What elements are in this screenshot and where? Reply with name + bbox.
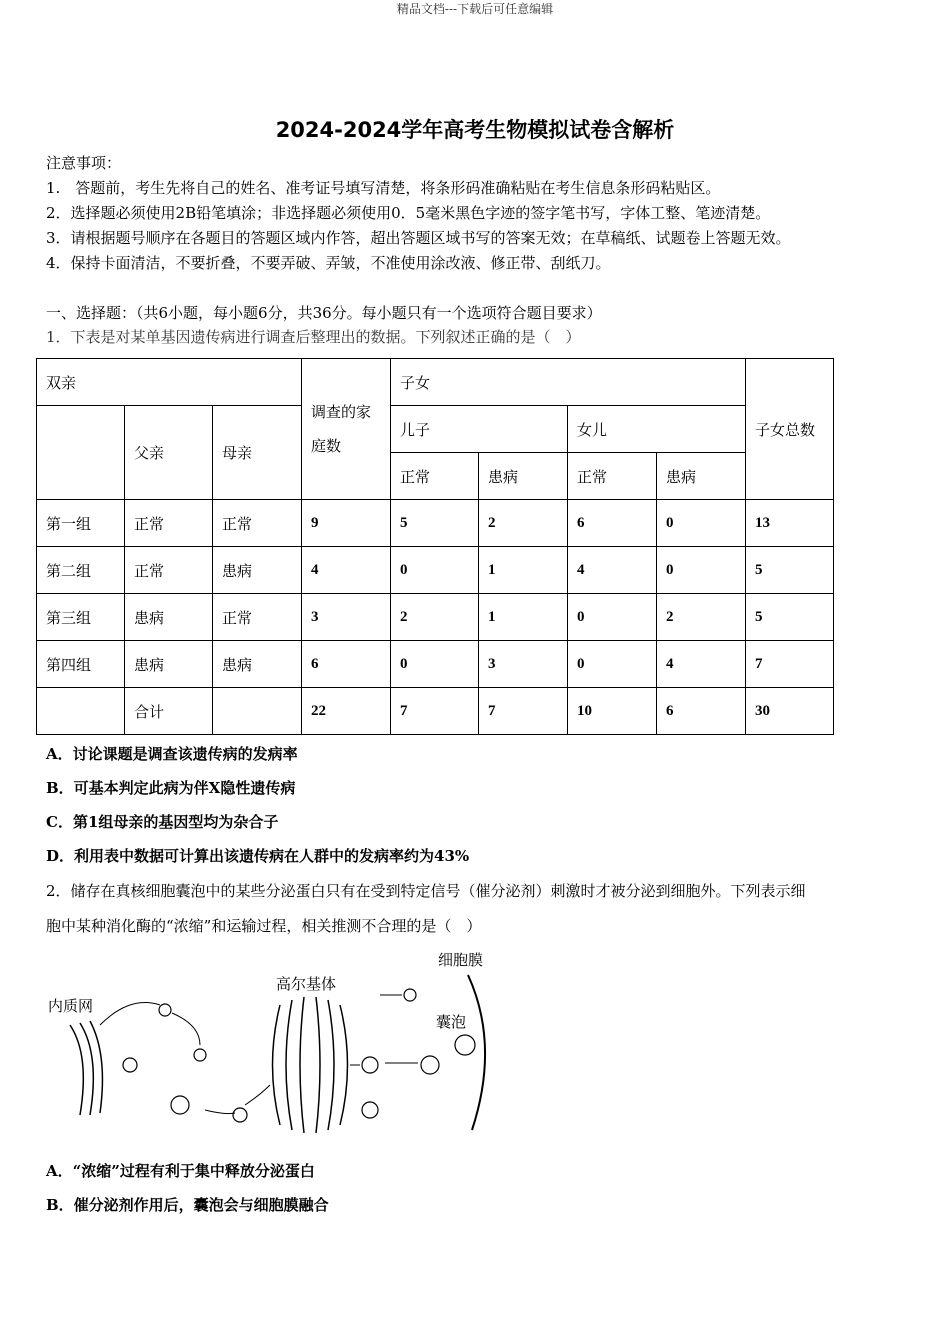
table-cell: 2	[657, 594, 746, 641]
table-cell: 9	[302, 500, 391, 547]
table-cell: 4	[657, 641, 746, 688]
header-mother: 母亲	[213, 406, 302, 500]
header-normal: 正常	[391, 453, 479, 500]
table-cell: 0	[657, 547, 746, 594]
q1-option-a: A．讨论课题是调查该遗传病的发病率	[46, 745, 298, 763]
q1-stem: 1．下表是对某单基因遗传病进行调查后整理出的数据。下列叙述正确的是（ ）	[46, 328, 581, 346]
table-cell: 第二组	[37, 547, 125, 594]
table-cell: 0	[657, 500, 746, 547]
notes-heading: 注意事项：	[46, 154, 122, 172]
table-cell: 5	[746, 547, 834, 594]
table-cell: 0	[568, 594, 657, 641]
table-cell: 2	[479, 500, 568, 547]
table-cell: 10	[568, 688, 657, 735]
label-golgi: 高尔基体	[276, 975, 337, 993]
table-cell: 4	[568, 547, 657, 594]
table-cell: 6	[302, 641, 391, 688]
q2-stem: 胞中某种消化酶的“浓缩”和运输过程，相关推测不合理的是（ ）	[46, 917, 482, 935]
table-cell: 正常	[213, 594, 302, 641]
note-item: 1. 答题前，考生先将自己的姓名、准考证号填写清楚，将条形码准确粘贴在考生信息条形码粘贴区。	[46, 179, 721, 197]
table-cell: 正常	[125, 547, 213, 594]
table-cell: 7	[479, 688, 568, 735]
table-cell: 第一组	[37, 500, 125, 547]
q2-option-b: B．催分泌剂作用后，囊泡会与细胞膜融合	[46, 1196, 329, 1214]
header-total: 子女总数	[746, 359, 834, 500]
header-empty	[37, 406, 125, 500]
header-children: 子女	[391, 359, 746, 406]
header-parents: 双亲	[37, 359, 302, 406]
table-cell: 22	[302, 688, 391, 735]
table-cell: 6	[657, 688, 746, 735]
table-cell: 4	[302, 547, 391, 594]
table-cell: 患病	[213, 547, 302, 594]
golgi-apparatus	[273, 997, 348, 1133]
table-cell: 患病	[125, 641, 213, 688]
section-heading: 一、选择题：（共6小题，每小题6分，共36分。每小题只有一个选项符合题目要求）	[46, 304, 602, 322]
label-vesicle: 囊泡	[436, 1013, 467, 1031]
table-cell: 3	[479, 641, 568, 688]
header-father: 父亲	[125, 406, 213, 500]
page-header: 精品文档---下载后可任意编辑	[396, 2, 554, 16]
endoplasmic-reticulum	[70, 1021, 102, 1115]
header-ill: 患病	[479, 453, 568, 500]
table-cell	[37, 688, 125, 735]
header-families: 调查的家庭数	[302, 359, 391, 500]
table-row	[37, 500, 834, 547]
label-er: 内质网	[48, 997, 94, 1015]
table-cell: 2	[391, 594, 479, 641]
table-cell: 第三组	[37, 594, 125, 641]
table-cell: 患病	[213, 641, 302, 688]
table-cell: 正常	[213, 500, 302, 547]
cell-membrane	[468, 975, 485, 1130]
table-cell: 1	[479, 547, 568, 594]
q1-option-b: B．可基本判定此病为伴X隐性遗传病	[46, 779, 296, 797]
header-daughters: 女儿	[568, 406, 746, 453]
table-cell: 0	[391, 547, 479, 594]
table-cell: 3	[302, 594, 391, 641]
table-row	[37, 641, 834, 688]
table-cell: 30	[746, 688, 834, 735]
table-cell	[213, 688, 302, 735]
table-cell: 1	[479, 594, 568, 641]
table-cell: 0	[391, 641, 479, 688]
survey-table	[36, 358, 834, 735]
table-cell: 5	[746, 594, 834, 641]
table-row	[37, 688, 834, 735]
table-cell: 正常	[125, 500, 213, 547]
note-item: 2．选择题必须使用2B铅笔填涂；非选择题必须使用0．5毫米黑色字迹的签字笔书写，字体工整、笔迹清楚。	[46, 204, 771, 222]
table-cell: 0	[568, 641, 657, 688]
header-normal: 正常	[568, 453, 657, 500]
table-cell: 7	[746, 641, 834, 688]
secretion-diagram	[40, 945, 500, 1135]
vesicles	[123, 989, 475, 1122]
header-ill: 患病	[657, 453, 746, 500]
table-cell: 患病	[125, 594, 213, 641]
arrows	[100, 995, 418, 1114]
table-cell: 5	[391, 500, 479, 547]
table-row	[37, 594, 834, 641]
page-title: 2024-2024学年高考生物模拟试卷含解析	[275, 118, 675, 142]
note-item: 4．保持卡面清洁，不要折叠，不要弄破、弄皱，不准使用涂改液、修正带、刮纸刀。	[46, 254, 611, 272]
header-sons: 儿子	[391, 406, 568, 453]
table-cell: 13	[746, 500, 834, 547]
table-cell: 6	[568, 500, 657, 547]
q1-option-d: D．利用表中数据可计算出该遗传病在人群中的发病率约为43%	[46, 847, 470, 865]
table-row	[37, 547, 834, 594]
q2-option-a: A．“浓缩”过程有利于集中释放分泌蛋白	[46, 1162, 315, 1180]
note-item: 3．请根据题号顺序在各题目的答题区域内作答，超出答题区域书写的答案无效；在草稿纸、试题卷上答题无效。	[46, 229, 791, 247]
table-cell: 合计	[125, 688, 213, 735]
table-cell: 第四组	[37, 641, 125, 688]
label-membrane: 细胞膜	[438, 951, 484, 969]
q2-stem: 2．储存在真核细胞囊泡中的某些分泌蛋白只有在受到特定信号（催分泌剂）刺激时才被分泌到细胞外。下列表示细	[46, 882, 806, 900]
q1-option-c: C．第1组母亲的基因型均为杂合子	[46, 813, 279, 831]
table-cell: 7	[391, 688, 479, 735]
